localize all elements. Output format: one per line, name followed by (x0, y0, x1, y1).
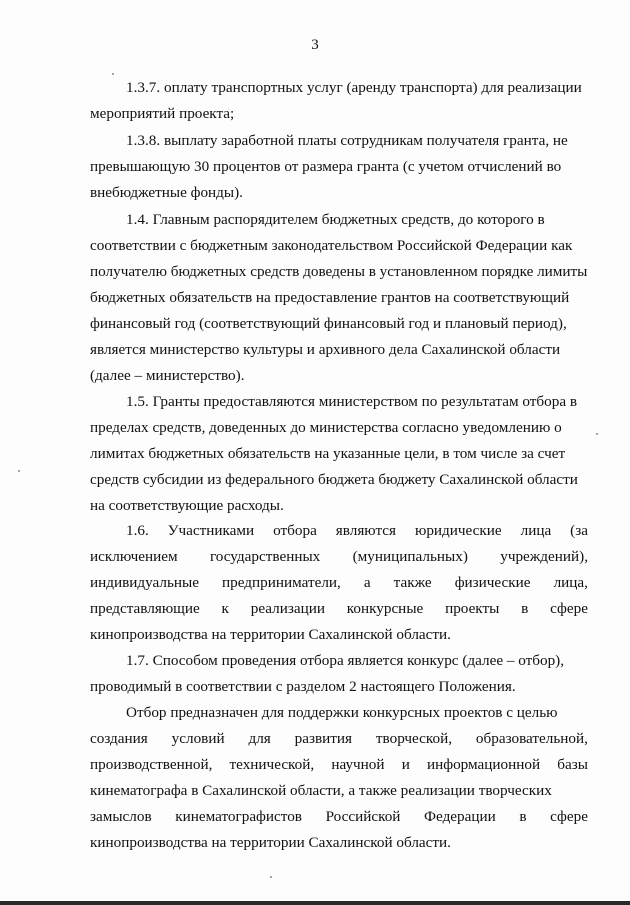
text-line: лимитах бюджетных обязательств на указанные цели, в том числе за счет (90, 445, 566, 463)
paragraph-1-7 (90, 648, 588, 700)
text-line: является министерство культуры и архивного дела Сахалинской области (90, 341, 561, 359)
word: сфере (550, 808, 588, 826)
scan-speck (112, 73, 114, 75)
word: базы (557, 756, 588, 774)
word: Российской (325, 808, 401, 826)
text-line (90, 804, 588, 830)
word: предприниматели, (222, 574, 341, 592)
text-line: Отбор предназначен для поддержки конкурсных проектов с целью (126, 704, 558, 722)
scan-bottom-edge (0, 901, 630, 905)
word: технической, (229, 756, 315, 774)
word: образовательной, (475, 730, 588, 748)
text-line: 1.4. Главным распорядителем бюджетных средств, до которого в (126, 211, 545, 229)
word: создания (90, 730, 148, 748)
paragraph-1-4 (90, 207, 588, 389)
page-number: 3 (311, 37, 319, 53)
word: конкурсные (346, 600, 424, 618)
word: индивидуальные (90, 574, 199, 592)
word: государственных (209, 548, 321, 566)
scan-speck (270, 876, 272, 878)
word: сфере (550, 600, 588, 618)
paragraph-1-3-7 (90, 75, 588, 127)
word: 1.6. (126, 522, 149, 540)
text-line: внебюджетные фонды). (90, 184, 243, 202)
word: проекты (445, 600, 500, 618)
word: условий (171, 730, 225, 748)
word: развития (294, 730, 353, 748)
text-line: 1.3.8. выплату заработной платы сотрудникам получателя гранта, не (126, 132, 568, 150)
word: кинематографистов (175, 808, 302, 826)
text-line: 1.3.7. оплату транспортных услуг (аренду транспорта) для реализации (126, 79, 582, 97)
text-line: проводимый в соответствии с разделом 2 настоящего Положения. (90, 678, 516, 696)
text-line: (далее – министерство). (90, 367, 245, 385)
word: к (221, 600, 229, 618)
text-line: 1.5. Гранты предоставляются министерством по результатам отбора в (126, 393, 578, 411)
word: физические (454, 574, 531, 592)
word: Участниками (167, 522, 255, 540)
word: также (393, 574, 432, 592)
text-line (90, 752, 588, 778)
word: учреждений), (500, 548, 588, 566)
text-line: кинопроизводства на территории Сахалинской области. (90, 626, 451, 644)
text-line: пределах средств, доведенных до министерства согласно уведомлению о (90, 419, 562, 437)
scan-speck (596, 433, 598, 435)
text-line (90, 726, 588, 752)
word: юридические (414, 522, 502, 540)
text-line: финансовый год (соответствующий финансовый год и плановый период), (90, 315, 567, 333)
text-line (90, 518, 588, 544)
word: лица (520, 522, 552, 540)
word: производственной, (90, 756, 213, 774)
word: творческой, (375, 730, 453, 748)
word: реализации (250, 600, 325, 618)
text-line: средств субсидии из федерального бюджета бюджету Сахалинской области (90, 471, 578, 489)
word: в (521, 600, 529, 618)
word: (муниципальных) (352, 548, 468, 566)
text-line (90, 544, 588, 570)
word: исключением (90, 548, 178, 566)
word: в (519, 808, 527, 826)
text-line (90, 596, 588, 622)
word: являются (335, 522, 396, 540)
paragraph-1-6 (90, 518, 588, 648)
text-line: соответствии с бюджетным законодательством Российской Федерации как (90, 237, 573, 255)
text-line: на соответствующие расходы. (90, 497, 284, 515)
text-line: получателю бюджетных средств доведены в установленном порядке лимиты (90, 263, 588, 281)
text-line: кинематографа в Сахалинской области, а также реализации творческих (90, 782, 552, 800)
word: (за (570, 522, 588, 540)
word: научной (331, 756, 385, 774)
word: лица, (553, 574, 588, 592)
text-line: превышающую 30 процентов от размера гранта (с учетом отчислений во (90, 158, 562, 176)
text-line: мероприятий проекта; (90, 105, 235, 123)
word: представляющие (90, 600, 200, 618)
paragraph-selection (90, 700, 588, 856)
text-line: кинопроизводства на территории Сахалинской области. (90, 834, 451, 852)
word: и (401, 756, 410, 774)
text-line: бюджетных обязательств на предоставление грантов на соответствующий (90, 289, 570, 307)
scan-speck (18, 470, 20, 472)
text-line (90, 570, 588, 596)
word: для (248, 730, 271, 748)
paragraph-1-5 (90, 389, 588, 519)
text-line: 1.7. Способом проведения отбора является конкурс (далее – отбор), (126, 652, 565, 670)
paragraph-1-3-8 (90, 128, 588, 206)
word: а (363, 574, 371, 592)
word: отбора (273, 522, 317, 540)
word: информационной (426, 756, 541, 774)
word: замыслов (90, 808, 152, 826)
word: Федерации (424, 808, 496, 826)
